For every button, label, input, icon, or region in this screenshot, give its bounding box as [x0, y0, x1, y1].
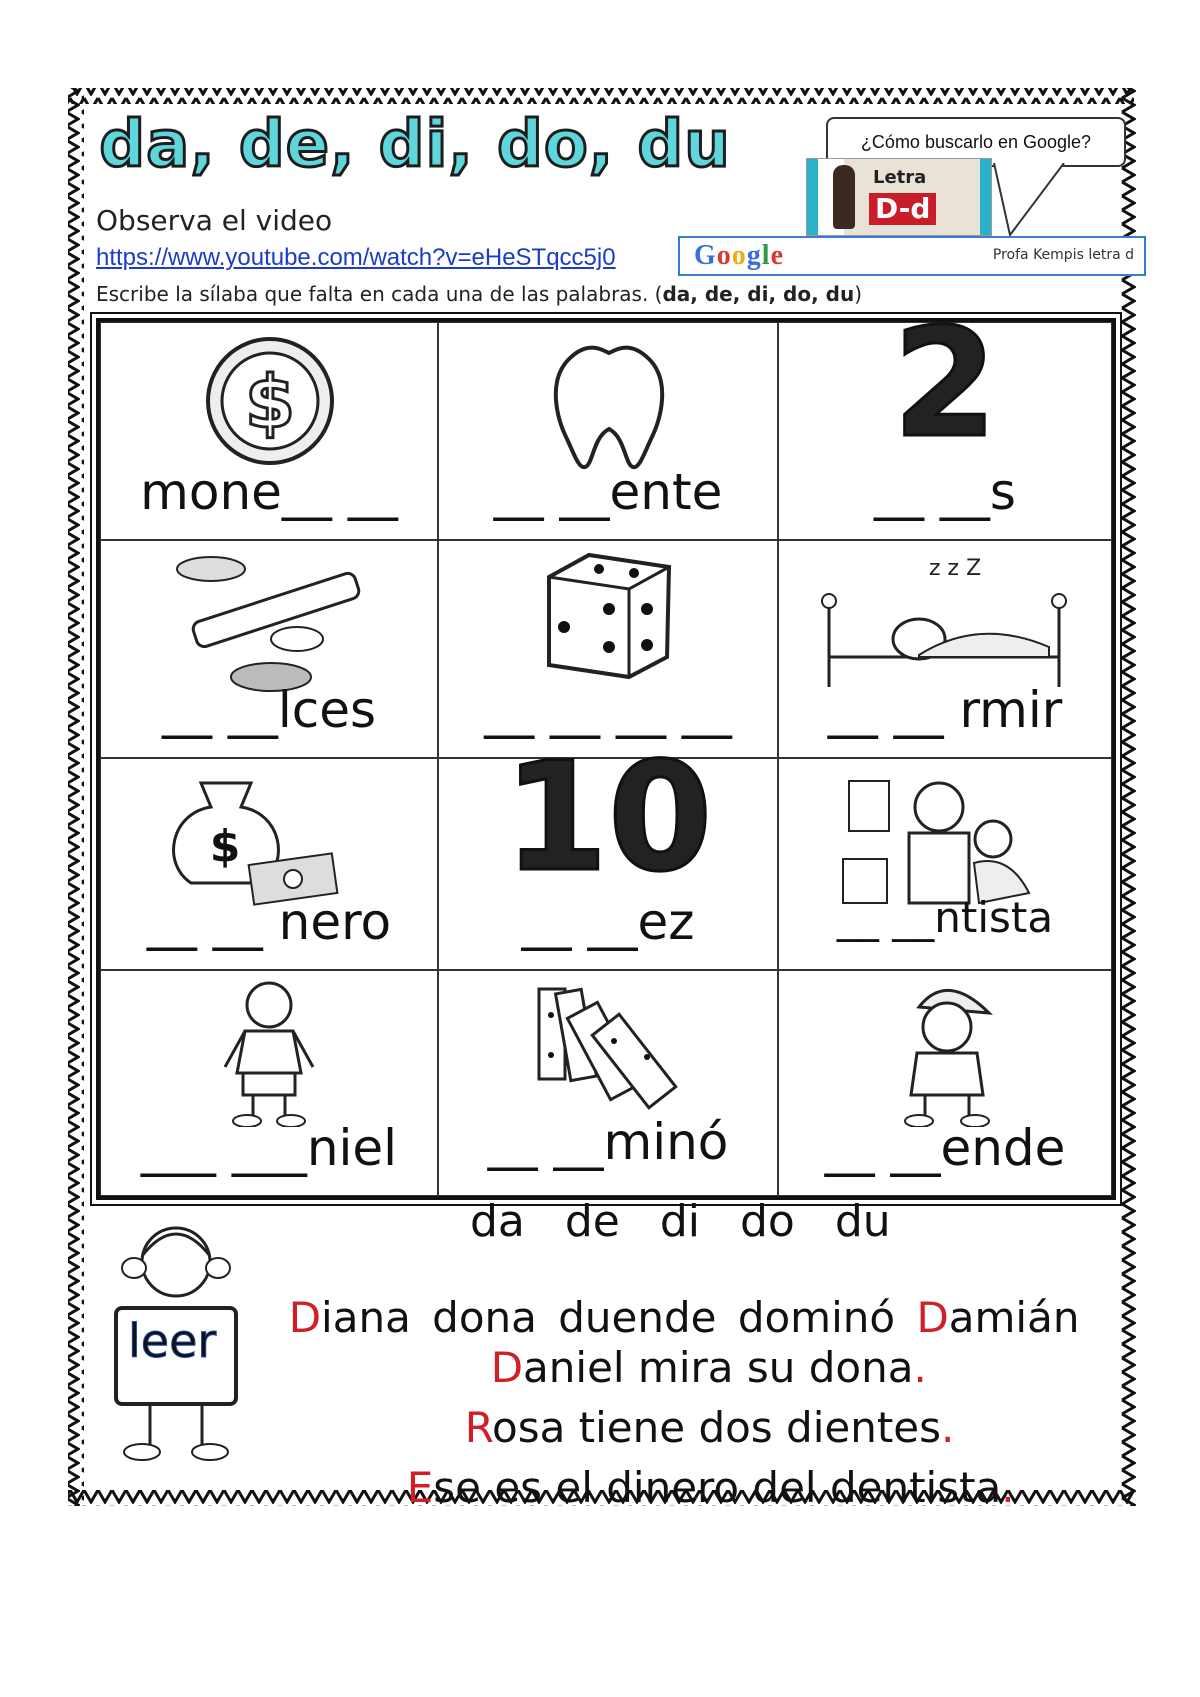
cell-dice: [438, 540, 778, 758]
word-diente: __ __ente: [493, 463, 723, 521]
cell-boy: [100, 970, 438, 1196]
word-daniel: ___ ___niel: [140, 1119, 398, 1177]
search-hint-callout: ¿Cómo buscarlo en Google?: [826, 117, 1126, 167]
word-dulces: __ __lces: [161, 681, 377, 739]
google-search-bar[interactable]: [678, 236, 1146, 276]
cell-dentist: [778, 758, 1112, 970]
cell-domino: [438, 970, 778, 1196]
word-dentista: __ __ntista: [836, 893, 1054, 942]
svg-text:$: $: [209, 821, 241, 872]
cell-elf: [778, 970, 1112, 1196]
thumbnail-title: Letra: [873, 167, 927, 188]
word-diez: __ __ez: [521, 893, 695, 951]
cell-candy: [100, 540, 438, 758]
exercise-grid: [96, 297, 1116, 1200]
svg-text:$: $: [244, 360, 296, 444]
cell-tooth: [438, 322, 778, 540]
word-duende: __ __ende: [824, 1119, 1066, 1177]
coin-icon: [101, 327, 439, 477]
word-domino: __ __minó: [487, 1113, 729, 1171]
candy-icon: [101, 547, 439, 697]
number-two-icon: 2: [892, 297, 998, 471]
sentence-dentista: Ese es el dinero del dentista.: [406, 1463, 1015, 1512]
sentence-rosa: Rosa tiene dos dientes.: [464, 1403, 955, 1452]
dominoes-icon: [439, 975, 779, 1125]
teacher-icon: [833, 165, 855, 229]
word-dos: __ __s: [874, 463, 1016, 521]
word-moneda: mone__ __: [140, 463, 398, 521]
video-thumbnail[interactable]: [806, 158, 992, 236]
word-dinero: __ __ nero: [146, 893, 392, 951]
cell-ten: [438, 731, 778, 970]
svg-text:z z Z: z z Z: [929, 556, 982, 581]
google-logo: Google: [694, 240, 784, 271]
dentist-icon: [779, 763, 1113, 913]
sentence-daniel: Daniel mira su dona.: [490, 1343, 927, 1392]
word-dados: __ __ __ __: [484, 681, 732, 739]
instruction-text: Escribe la sílaba que falta en cada una de las palabras. (da, de, di, do, du): [96, 282, 863, 306]
observe-label: Observa el video: [96, 204, 333, 237]
read-sign: leer: [128, 1314, 217, 1368]
word-line: Diana dona duende dominó Damián: [288, 1293, 1080, 1342]
sleeping-child-icon: [779, 547, 1113, 697]
cell-two: [778, 297, 1112, 540]
cell-money: [100, 758, 438, 970]
cell-coin: [100, 322, 438, 540]
dice-icon: [439, 547, 779, 697]
number-ten-icon: 10: [503, 731, 713, 905]
search-query: Profa Kempis letra d: [992, 247, 1134, 263]
word-dormir: __ __ rmir: [827, 681, 1063, 739]
tooth-icon: [439, 329, 779, 479]
syllable-row: da de di do du: [470, 1196, 891, 1247]
cell-sleep: [778, 540, 1112, 758]
thumbnail-letter: D-d: [869, 193, 936, 225]
money-bag-icon: [101, 763, 439, 913]
callout-tail-icon: [990, 163, 1080, 243]
page-title: da, de, di, do, du: [99, 108, 731, 182]
elf-icon: [779, 977, 1113, 1127]
boy-icon: [101, 977, 439, 1127]
video-link[interactable]: https://www.youtube.com/watch?v=eHeSTqcc5j0: [96, 244, 616, 271]
